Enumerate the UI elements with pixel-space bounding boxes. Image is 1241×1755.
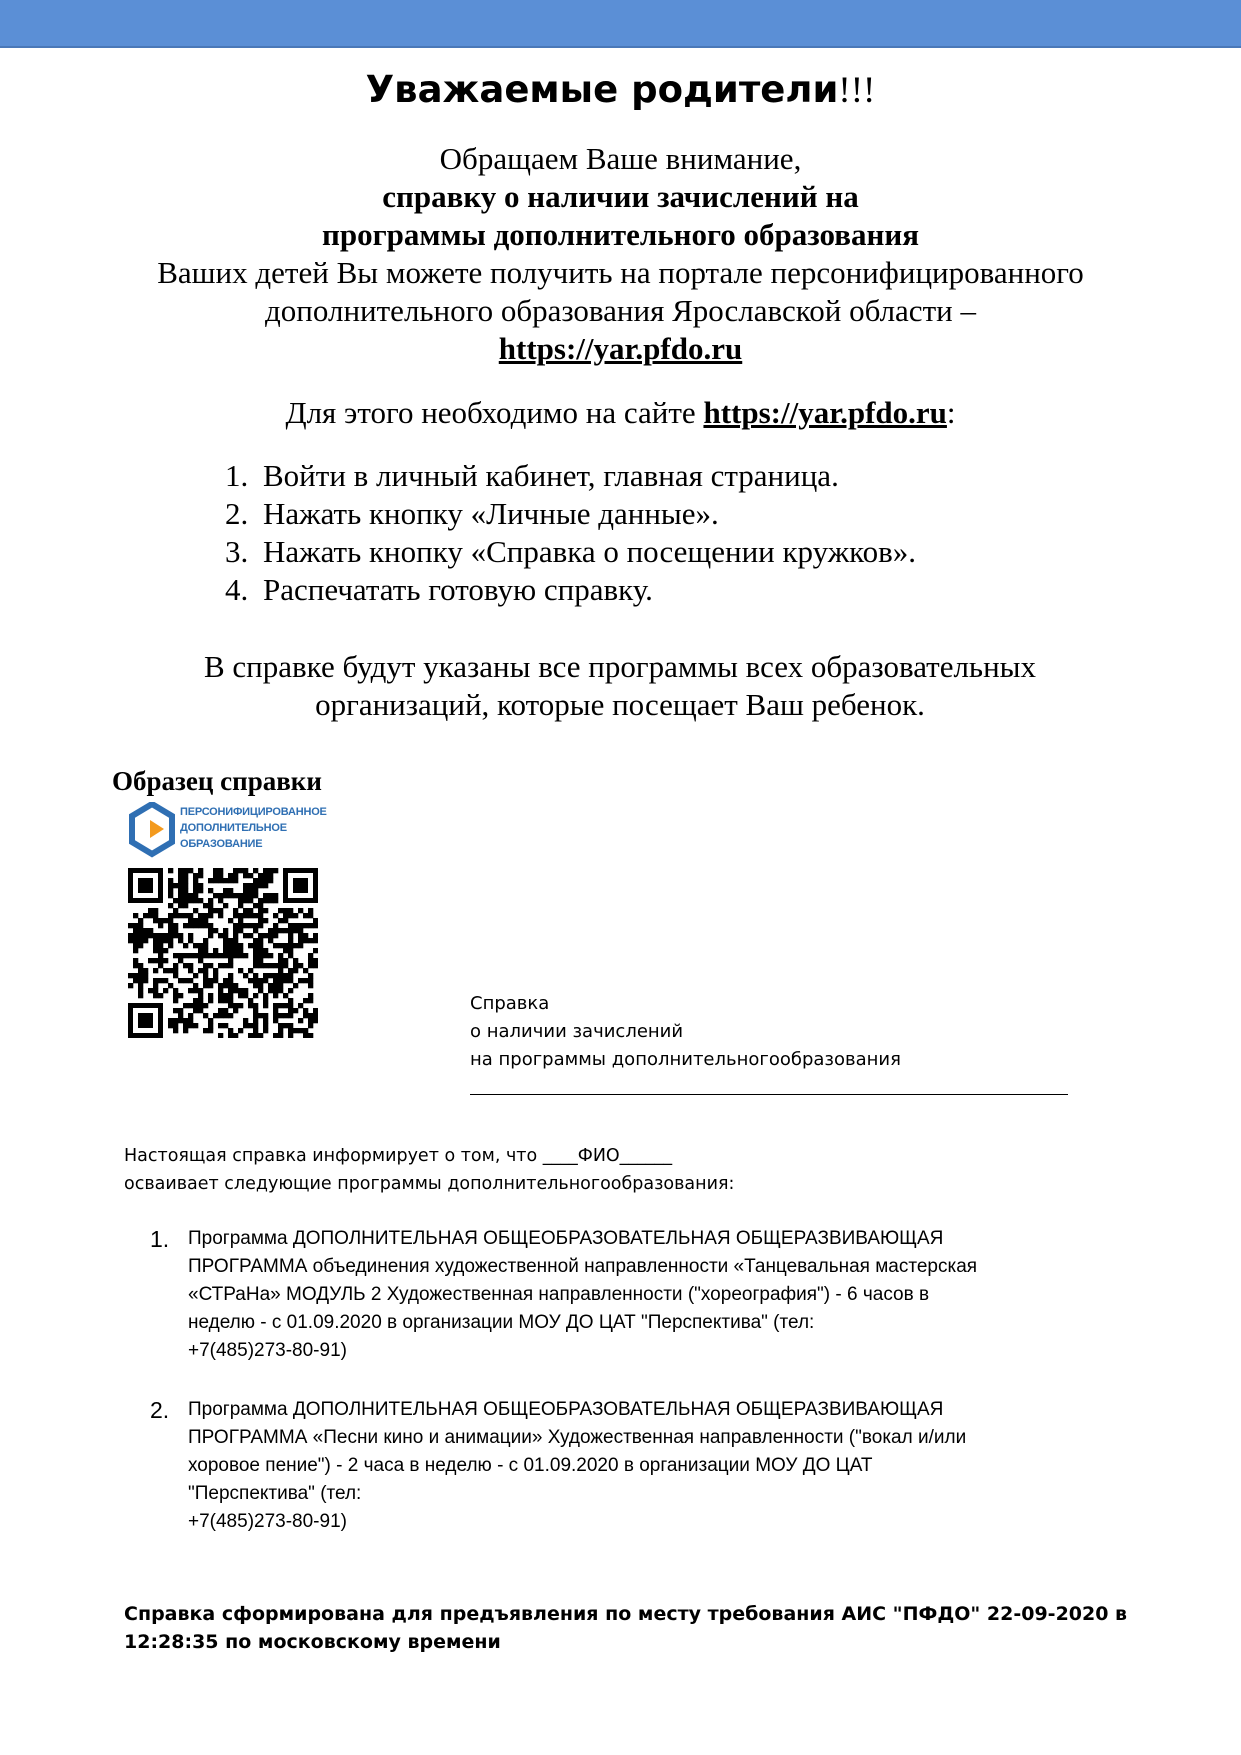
steps-lead: Для этого необходимо на сайте https://yar.pfdo.ru: [285, 395, 956, 430]
step-item: 3. Нажать кнопку «Справка о посещении кружков». [225, 534, 917, 569]
header-bar [0, 0, 1241, 48]
site-link[interactable]: https://yar.pfdo.ru [703, 395, 947, 430]
portal-link[interactable]: https://yar.pfdo.ru [498, 331, 743, 366]
certificate-title: Справка о наличии зачислений на программы дополнительногообразования [470, 993, 901, 1070]
summary-text: В справке будут указаны все программы всех образовательных организаций, которые посещает Ваш ребенок. [204, 649, 1036, 722]
pfdo-logo-icon [128, 802, 176, 860]
qr-code [128, 868, 318, 1038]
intro-line-5: дополнительного образования Ярославской области – [265, 293, 976, 328]
page-title: Уважаемые родители!!! [365, 68, 876, 111]
intro-line-2: справку о наличии зачислений на [382, 179, 859, 214]
steps-list [225, 457, 916, 609]
certificate-footer: Справка сформирована для предъявления по месту требования АИС "ПФДО" 22-09-2020 в 12:28:35 по московскому времени [124, 1603, 1128, 1653]
divider-line [470, 1094, 1068, 1095]
program-item: 2. Программа ДОПОЛНИТЕЛЬНАЯ ОБЩЕОБРАЗОВАТЕЛЬНАЯ ОБЩЕРАЗВИВАЮЩАЯ ПРОГРАММА «Песни кино и анимации» Художественная направленности ("вокал и/или хоровое пение") - 2 часа в неделю - с 01.09.2020 в организации МОУ ДО ЦАТ "Перспектива" (тел: +7(485)273-80-91) [150, 1397, 967, 1532]
certificate-intro: Настоящая справка информирует о том, что ____ФИО______ осваивает следующие программы дополнительногообразования: [124, 1146, 735, 1194]
step-item: 2. Нажать кнопку «Личные данные». [225, 496, 719, 531]
intro-text [100, 140, 1141, 368]
title-exclamation: !!! [838, 70, 876, 111]
intro-line-4: Ваших детей Вы можете получить на портале персонифицированного [157, 255, 1084, 290]
intro-line-3: программы дополнительного образования [321, 217, 920, 252]
intro-line-1: Обращаем Ваше внимание, [439, 141, 802, 176]
sample-title: Образец справки [112, 766, 322, 796]
step-item: 4. Распечатать готовую справку. [225, 572, 653, 607]
program-item: 1. Программа ДОПОЛНИТЕЛЬНАЯ ОБЩЕОБРАЗОВАТЕЛЬНАЯ ОБЩЕРАЗВИВАЮЩАЯ ПРОГРАММА объединения художественной направленности «Танцевальная мастерская «СТРаНа» МОДУЛЬ 2 Художественная направленности ("хореография") - 6 часов в неделю - с 01.09.2020 в организации МОУ ДО ЦАТ "Перспектива" (тел: +7(485)273-80-91) [150, 1226, 978, 1361]
step-item: 1. Войти в личный кабинет, главная страница. [225, 458, 839, 493]
pfdo-logo [128, 800, 328, 862]
logo-text: ПЕРСОНИФИЦИРОВАННОЕ ДОПОЛНИТЕЛЬНОЕ ОБРАЗОВАНИЕ [180, 806, 327, 850]
